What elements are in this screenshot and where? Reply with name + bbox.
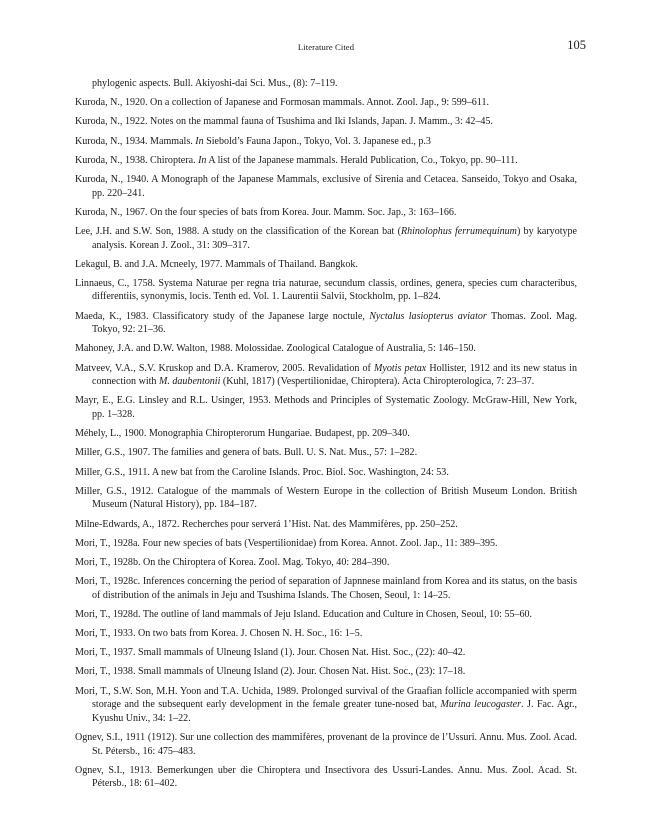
reference-text: Mori, T., S.W. Son, M.H. Yoon and T.A. Uchida, 1989. Prolonged survival of the Graafian follicle accompanied with sperm storage and the subsequent early development in the female greater tune-nosed bat, <box>75 685 577 711</box>
reference-entry <box>75 115 577 129</box>
reference-entry <box>75 342 577 356</box>
page-number: 105 <box>567 38 586 52</box>
reference-text: Mori, T., 1928d. The outline of land mammals of Jeju Island. Education and Culture in Chosen, Seoul, 10: 55–60. <box>75 608 533 620</box>
reference-text: Miller, G.S., 1912. Catalogue of the mammals of Western Europe in the collection of British Museum London. British Museum (Natural History), pp. 184–187. <box>75 485 577 511</box>
reference-text: (Kuhl, 1817) (Vespertilionidae, Chiroptera). Acta Chiropterologica, 7: 23–37. <box>220 376 535 388</box>
reference-text: Mori, T., 1928a. Four new species of bats (Vespertilionidae) from Korea. Annot. Zool. Jap., 11: 389–395. <box>75 537 498 549</box>
reference-text: Mayr, E., E.G. Linsley and R.L. Usinger, 1953. Methods and Principles of Systematic Zoology. McGraw-Hill, New York, pp. 1–328. <box>75 395 577 420</box>
reference-entry <box>75 518 577 532</box>
reference-entry <box>75 685 577 726</box>
reference-italic: In <box>198 154 207 166</box>
reference-text: Kuroda, N., 1934. Mammals. <box>75 135 196 147</box>
reference-text: Lee, J.H. and S.W. Son, 1988. A study on the classification of the Korean bat ( <box>75 225 401 237</box>
reference-text: Kuroda, N., 1922. Notes on the mammal fauna of Tsushima and Iki Islands, Japan. J. Mamm., 3: 42–45. <box>75 116 493 128</box>
reference-text: Mori, T., 1928b. On the Chiroptera of Korea. Zool. Mag. Tokyo, 40: 284–390. <box>75 556 390 568</box>
reference-text: ) by karyotype analysis. Korean J. Zool., 31: 309–317. <box>92 225 578 251</box>
reference-entry <box>75 362 577 389</box>
reference-text: Lekagul, B. and J.A. Mcneely, 1977. Mammals of Thailand. Bangkok. <box>75 258 358 270</box>
reference-entry <box>75 135 577 149</box>
reference-entry <box>75 154 577 168</box>
reference-italic: Myotis petax <box>374 362 427 374</box>
reference-entry <box>75 556 577 570</box>
reference-entry <box>75 485 577 512</box>
reference-entry <box>75 427 577 441</box>
reference-entry <box>75 258 577 272</box>
reference-entry <box>75 225 577 252</box>
reference-text: Mori, T., 1938. Small mammals of Ulneung Island (2). Jour. Chosen Nat. Hist. Soc., (23): 17–18. <box>75 666 466 678</box>
reference-entry <box>75 646 577 660</box>
reference-text: Milne-Edwards, A., 1872. Recherches pour serverá 1’Hist. Nat. des Mammifères, pp. 250–252. <box>75 518 458 530</box>
reference-entry <box>75 608 577 622</box>
reference-text: Kuroda, N., 1938. Chiroptera. <box>75 154 199 166</box>
reference-entry <box>75 394 577 421</box>
reference-text: Miller, G.S., 1907. The families and genera of bats. Bull. U. S. Nat. Mus., 57: 1–282. <box>75 447 418 459</box>
reference-text: A list of the Japanese mammals. Herald Publication, Co., Tokyo, pp. 90–111. <box>206 154 518 166</box>
reference-entry <box>75 310 577 337</box>
reference-entry <box>75 665 577 679</box>
reference-text: Thomas. Zool. Mag. Tokyo, 92: 21–36. <box>92 310 577 336</box>
reference-entry <box>75 96 577 110</box>
reference-text: Kuroda, N., 1940. A Monograph of the Japanese Mammals, exclusive of Sirenia and Cetacea. Sanseido, Tokyo and Osaka, pp. 220–241. <box>75 173 577 199</box>
reference-text: . J. Fac. Agr., Kyushu Univ., 34: 1–22. <box>92 699 578 724</box>
reference-text: Méhely, L., 1900. Monographia Chiropterorum Hungariae. Budapest, pp. 209–340. <box>75 428 410 440</box>
reference-italic: M. daubentonii <box>158 376 221 388</box>
reference-text: Mori, T., 1937. Small mammals of Ulneung Island (1). Jour. Chosen Nat. Hist. Soc., (22): 40–42. <box>75 647 466 659</box>
reference-italic: Murina leucogaster <box>440 699 522 711</box>
reference-text: Ognev, S.I., 1913. Bemerkungen uber die Chiroptera und Insectivora des Ussuri-Landes. Annu. Mus. Zool. Acad. St. Pétersb., 18: 61–402. <box>75 764 577 790</box>
reference-entry <box>75 466 577 480</box>
reference-text: Kuroda, N., 1967. On the four species of bats from Korea. Jour. Mamm. Soc. Jap., 3: 163–166. <box>75 206 457 218</box>
reference-text: phylogenic aspects. Bull. Akiyoshi-dai Sci. Mus., (8): 7–119. <box>92 78 338 89</box>
reference-list <box>75 77 577 797</box>
reference-entry <box>75 206 577 220</box>
reference-text: Hollister, 1912 and its new status in connection with <box>92 362 577 388</box>
reference-entry <box>75 446 577 460</box>
reference-entry <box>75 277 577 304</box>
reference-entry <box>75 731 577 758</box>
reference-text: Maeda, K., 1983. Classificatory study of the Japanese large noctule, <box>75 310 370 322</box>
reference-text: Linnaeus, C., 1758. Systema Naturae per regna tria naturae, secundum classis, ordines, genera, species cum characteribus, differentiis, synonymis, locis. Tenth ed. Vol. 1. Laurentii Salvii, Stockholm, pp. 1–824. <box>75 277 577 303</box>
reference-italic: Rhinolophus ferrumequinum <box>400 225 517 237</box>
reference-text: Kuroda, N., 1920. On a collection of Japanese and Formosan mammals. Annot. Zool. Jap., 9: 599–611. <box>75 97 489 109</box>
reference-entry <box>75 764 577 791</box>
reference-entry <box>75 575 577 602</box>
reference-entry <box>75 537 577 551</box>
reference-italic: Nyctalus lasiopterus aviator <box>369 310 487 322</box>
reference-entry <box>75 173 577 200</box>
reference-italic: In <box>195 135 204 147</box>
running-head: Literature Cited <box>297 42 355 52</box>
reference-entry <box>75 627 577 641</box>
reference-text: Matveev, V.A., S.V. Kruskop and D.A. Kramerov, 2005. Revalidation of <box>75 362 375 374</box>
reference-text: Mori, T., 1933. On two bats from Korea. J. Chosen N. H. Soc., 16: 1–5. <box>75 628 363 640</box>
reference-text: Miller, G.S., 1911. A new bat from the Caroline Islands. Proc. Biol. Soc. Washington, 24: 53. <box>75 466 449 478</box>
reference-continuation <box>75 77 577 91</box>
reference-text: Mori, T., 1928c. Inferences concerning the period of separation of Japnnese mainland from Korea and its status, on the basis of distribution of the animals in Jeju and Tsushima Islands. The Chosen, Seoul, 1: 14–25. <box>75 576 577 601</box>
reference-text: Ognev, S.I., 1911 (1912). Sur une collection des mammifères, provenant de la province de l’Ussuri. Annu. Mus. Zool. Acad. St. Pétersb., 16: 475–483. <box>75 732 577 757</box>
reference-text: Siebold’s Fauna Japon., Tokyo, Vol. 3. Japanese ed., p.3 <box>203 135 431 147</box>
reference-text: Mahoney, J.A. and D.W. Walton, 1988. Molossidae. Zoological Catalogue of Australia, 5: 146–150. <box>75 343 476 355</box>
